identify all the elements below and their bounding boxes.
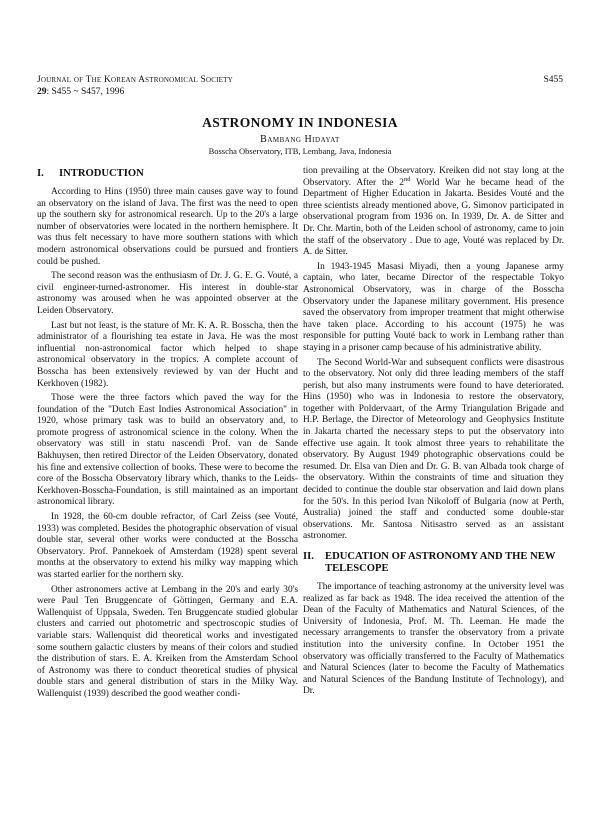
section-title: INTRODUCTION [59,168,144,179]
left-column [37,166,298,704]
text-run: tion prevailing at the Observatory. Kreiken did not stay long at the Observatory. After the [303,166,564,188]
journal-name: Journal of The Korean Astronomical Society [37,75,233,85]
body-paragraph: Last but not least, is the stature of Mr. K. A. R. Bosscha, then the administrator of a flourishing tea estate in Java. He was the most influential non-astronomical factor which helped to shape astronomical observatory in the tropics. A complete account of Bosscha has been extensively reviewed by van der Hucht and Kerkhoven (1982). [37,320,298,389]
section-heading-introduction [37,168,298,180]
body-paragraph-continued [303,166,564,259]
author-name: Bambang Hidayat [260,134,340,145]
section-number: II. [303,551,314,562]
ordinal-number: 2 [399,177,404,188]
volume-number: 29 [37,87,47,97]
section-title: EDUCATION OF ASTRONOMY AND THE NEW TELESCOPE [325,551,556,574]
body-paragraph: The second reason was the enthusiasm of Dr. J. G. E. G. Vouté, a civil engineer-turned-astronomer. His interest in double-star astronomy was aroused when he was appointed observer at the Leiden Observatory. [37,271,298,316]
author-affiliation: Bosscha Observatory, ITB, Lembang, Java, Indonesia [208,146,392,156]
body-paragraph: The importance of teaching astronomy at the university level was realized as far back as 1948. The idea received the attention of the Dean of the Faculty of Mathematics and Natural Sciences, of the University of Indonesia, Prof. M. Th. Leeman. He made the necessary arrangements to transfer the observatory from a private institution into the university confine. In October 1951 the observatory was officially transferred to the Faculty of Mathematics and Natural Sciences (later to become the Faculty of Mathematics and Natural Sciences of the Bandung Institute of Technology), and Dr. [303,582,564,697]
text-run: World War he became head of the Department of Higher Education in Jakarta. Besides Vouté and the three scientists already mentioned above, G. Simonov participated in observational program from 1936 on. In 1939, Dr. A. de Sitter and Dr. Chr. Martin, both of the Leiden school of astronomy, came to join the staff of the observatory . Due to age, Vouté was replaced by Dr. A. de Sitter. [303,177,564,258]
right-column [303,166,564,701]
body-paragraph: In 1928, the 60-cm double refractor, of Carl Zeiss (see Vouté, 1933) was completed. Besides the photographic observation of visual double star, several other works were conducted at the Bosscha Observatory. Prof. Pannekoek of Amsterdam (1928) spent several months at the observatory to extend his milky way mapping which was started earlier for the northern sky. [37,512,298,580]
body-paragraph: In 1943-1945 Masasi Miyadi, then a young Japanese army captain, who later, became Director of the respectable Tokyo Astronomical Observatory, was in charge of the Bosscha Observatory under the Japanese military government. His presence saved the observatory from improper treatment that might otherwise have taken place. According to his account (1975) he was responsible for putting Vouté back to work in Lembang rather than staying in a prisoner camp because of his administrative ability. [303,261,564,353]
paper-title: ASTRONOMY IN INDONESIA [202,115,398,130]
volume-info [37,86,563,98]
body-paragraph: According to Hins (1950) three main causes gave way to found an observatory on the island of Java. The first was the need to open up the southern sky for astronomical research. Up to the 20's a large number of observatories were located in the northern hemisphere. It was thus felt necessary to have more southern stations with which modern astronomical observations could be pursued and frontiers could be pushed. [37,187,298,267]
body-paragraph: Those were the three factors which paved the way for the foundation of the "Dutch East Indies Astronomical Association" in 1920, whose primary task was to build an observatory and, to promote progress of astronomical science in the colony. When the observatory was still in statu nascendi Prof. van de Sande Bakhuysen, then retired Director of the Leiden Observatory, donated his fine and extensive collection of books. These were to become the core of the Bosscha Observatory library which, thanks to the Leids-Kerkhoven-Bosscha-Foundation, is still maintained as an important astronomical library. [37,393,298,508]
page-number: S455 [543,75,563,85]
section-number: I. [37,168,44,179]
section-heading-education [303,551,564,575]
ordinal-suffix: nd [403,175,411,183]
body-paragraph: Other astronomers active at Lembang in the 20's and early 30's were Paul Ten Bruggencate of Göttingen, Germany and E.A. Wallenquist of Uppsala, Sweden. Ten Bruggencate studied globular clusters and carried out photometric and spectroscopic studies of variable stars. Wallenquist did theoretical works and investigated some southern galactic clusters by means of their colors and studied the distribution of stars. E. A. Kreiken from the Amsterdam School of Astronomy was there to conduct theoretical studies of physical double stars and general distribution of stars in the Milky Way. Wallenquist (1939) described the good weather condi- [37,584,298,699]
page-range: : S455 ~ S457, 1996 [46,87,125,97]
body-paragraph: The Second World-War and subsequent conflicts were disastrous to the observatory. Not only did three leading members of the staff perish, but also many instruments were found to have deteriorated. Hins (1950) who was in Indonesia to restore the observatory, together with Poldervaart, of the Army Triangulation Brigade and H.P. Berlage, the Director of Meteorology and Geophysics Institute in Jakarta charted the necessary steps to put the observatory into effective use again. It took almost three years to rehabilitate the observatory. By August 1949 photographic observations could be resumed. Dr. Elsa van Dien and Dr. G. B. van Albada took charge of the observatory. Within the constraints of time and situation they decided to continue the double star observation and laid down plans for the 50's. In this period Ivan Nikoloff of Bulgaria (now at Perth, Australia) joined the staff and conducted some double-star observations. Mr. Santosa Nitisastro served as an assistant astronomer. [303,357,564,542]
running-header [37,74,563,98]
